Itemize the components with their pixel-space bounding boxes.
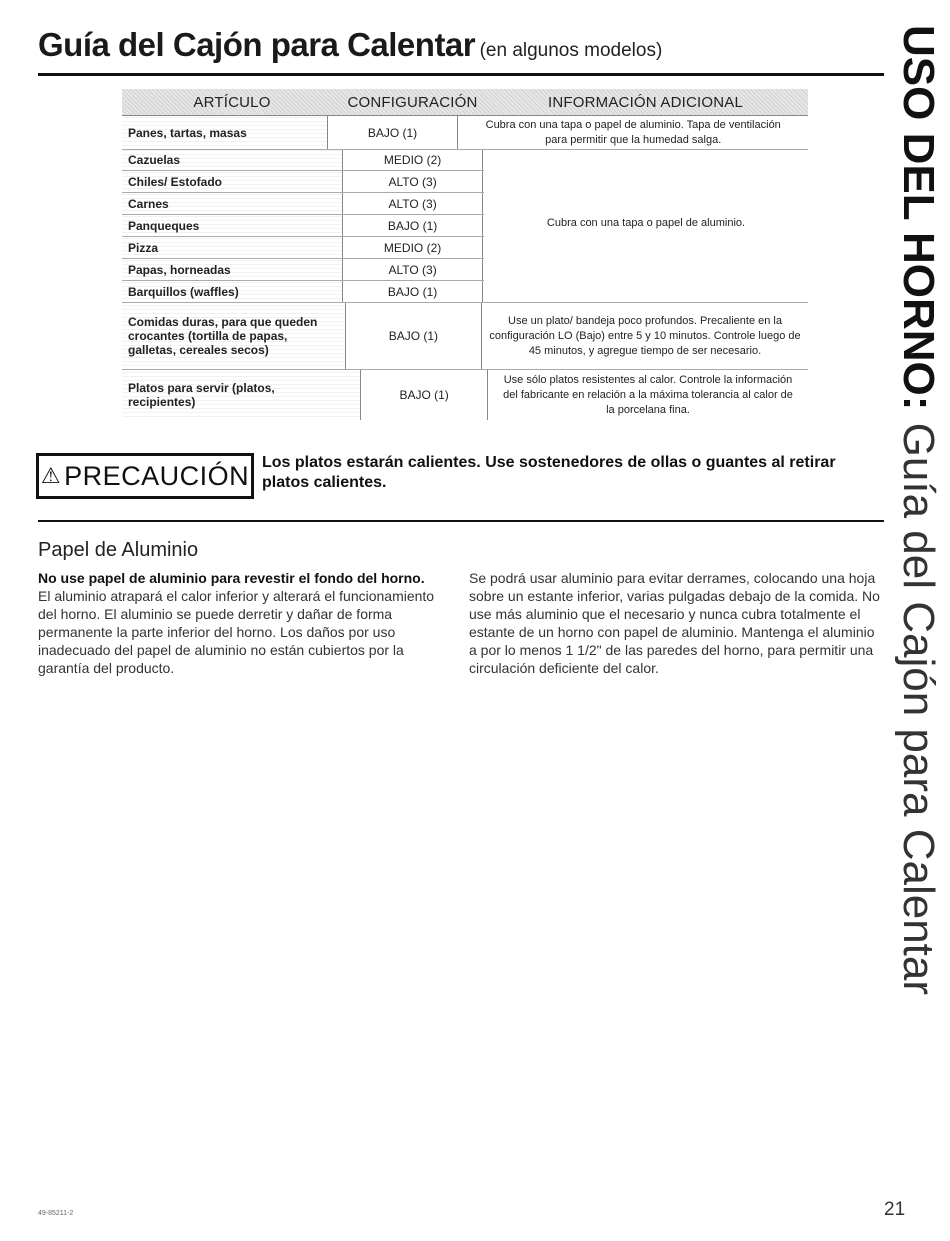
title-subtitle: (en algunos modelos) xyxy=(479,40,663,61)
section-rule xyxy=(38,520,884,522)
top-rule xyxy=(38,73,884,76)
row-setting: ALTO (3) xyxy=(342,259,484,280)
row-item: Pizza xyxy=(122,237,342,258)
row-setting: ALTO (3) xyxy=(342,171,484,192)
row-item: Papas, horneadas xyxy=(122,259,342,280)
document-number: 49-85211-2 xyxy=(38,1210,74,1217)
row-item: Barquillos (waffles) xyxy=(122,281,342,302)
row-setting: MEDIO (2) xyxy=(342,237,484,258)
row-item: Panqueques xyxy=(122,215,342,236)
warming-drawer-table xyxy=(122,89,808,420)
row-item: Comidas duras, para que queden crocantes (tortilla de papas, galletas, cereales secos) xyxy=(122,303,345,369)
side-tab-bold: USO DEL HORNO: xyxy=(894,25,943,411)
aluminum-right-paragraph: Se podrá usar aluminio para evitar derrames, colocando una hoja sobre un estante inferior, varias pulgadas debajo de la comida. No use más aluminio que el necesario y nunca cubra totalmente el estante de un horno con papel de aluminio. Mantenga el aluminio a por lo menos 1 1/2" de las paredes del horno, para permitir una circulación deficiente del calor. xyxy=(469,570,880,676)
row-item: Platos para servir (platos, recipientes) xyxy=(122,370,360,420)
page-title xyxy=(38,28,878,61)
side-tab-text xyxy=(894,25,942,995)
table-row xyxy=(122,303,808,370)
column-header-item: ARTÍCULO xyxy=(193,93,271,111)
row-setting: BAJO (1) xyxy=(360,370,488,420)
column-header-info: INFORMACIÓN ADICIONAL xyxy=(547,93,744,111)
merged-info-cell: Cubra con una tapa o papel de aluminio. xyxy=(484,150,808,296)
table-header xyxy=(122,89,808,116)
aluminum-section-title: Papel de Aluminio xyxy=(38,539,199,561)
row-info: Use sólo platos resistentes al calor. Controle la información del fabricante en relación a la máxima tolerancia al calor de la porcelana fina. xyxy=(503,373,793,416)
row-item: Cazuelas xyxy=(122,150,342,170)
column-header-setting: CONFIGURACIÓN xyxy=(347,93,478,111)
caution-label: PRECAUCIÓN xyxy=(64,460,250,491)
title-main: Guía del Cajón para Calentar xyxy=(38,26,476,63)
aluminum-left-paragraph xyxy=(38,569,436,677)
table-row xyxy=(122,370,808,420)
caution-text: Los platos estarán calientes. Use sostenedores de ollas o guantes al retirar platos calientes. xyxy=(262,454,836,491)
row-setting: BAJO (1) xyxy=(345,303,482,369)
side-tab-light: Guía del Cajón para Calentar xyxy=(894,410,943,996)
row-setting: ALTO (3) xyxy=(342,193,484,214)
row-item: Panes, tartas, masas xyxy=(122,116,327,149)
page-number: 21 xyxy=(884,1199,906,1220)
row-item: Chiles/ Estofado xyxy=(122,171,342,192)
side-section-tab xyxy=(894,25,945,996)
row-info: Cubra con una tapa o papel de aluminio. Tapa de ventilación para permitir que la humedad salga. xyxy=(485,118,781,146)
table-row xyxy=(122,116,808,150)
row-item: Carnes xyxy=(122,193,342,214)
row-info: Use un plato/ bandeja poco profundos. Precaliente en la configuración LO (Bajo) entre 5 y 10 minutos. Controle luego de 45 minutos, y agregue tiempo de ser necesario. xyxy=(489,314,801,357)
aluminum-warning-bold: No use papel de aluminio para revestir el fondo del horno. xyxy=(38,570,425,586)
table-body xyxy=(122,116,808,420)
row-setting: BAJO (1) xyxy=(342,281,484,302)
warning-triangle-icon: ⚠ xyxy=(40,463,62,488)
aluminum-left-text: El aluminio atrapará el calor inferior y alterará el funcionamiento del horno. El aluminio se puede derretir y dañar de forma permanente la parte inferior del horno. Los daños por uso inadecuado del papel de aluminio no están cubiertos por la garantía del producto. xyxy=(38,588,435,676)
row-setting: BAJO (1) xyxy=(327,116,459,149)
row-setting: MEDIO (2) xyxy=(342,150,484,170)
caution-label-box xyxy=(36,453,254,499)
row-setting: BAJO (1) xyxy=(342,215,484,236)
